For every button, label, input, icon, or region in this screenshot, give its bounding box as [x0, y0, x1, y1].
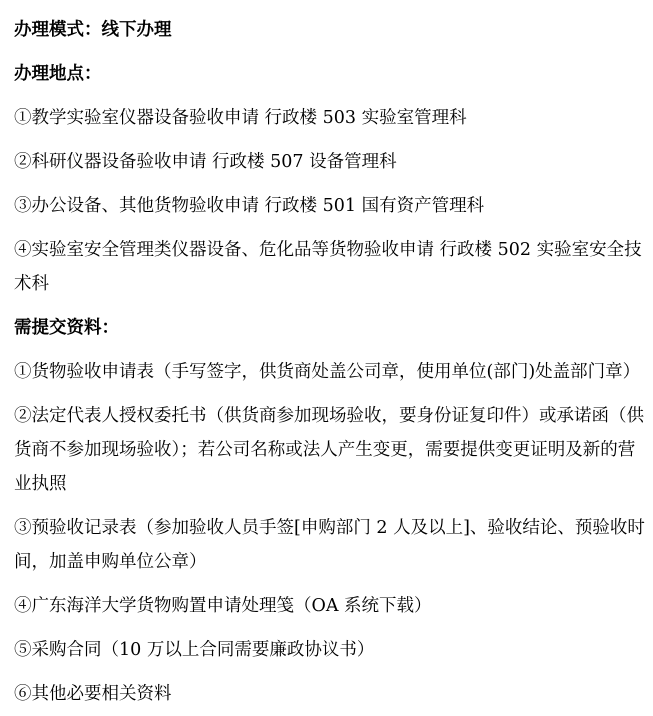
mode-heading: 办理模式：线下办理: [14, 20, 172, 40]
location-item-4: ④实验室安全管理类仪器设备、危化品等货物验收申请 行政楼 502 实验室安全技术科: [14, 240, 642, 294]
location-item-3: ③办公设备、其他货物验收申请 行政楼 501 国有资产管理科: [14, 196, 485, 216]
material-item-6: ⑥其他必要相关资料: [14, 684, 172, 704]
material-item-1: ①货物验收申请表（手写签字，供货商处盖公司章，使用单位(部门)处盖部门章）: [14, 362, 641, 382]
material-item-4: ④广东海洋大学货物购置申请处理笺（OA 系统下载）: [14, 596, 432, 616]
locations-heading: 办理地点：: [14, 64, 102, 84]
material-item-2: ②法定代表人授权委托书（供货商参加现场验收，要身份证复印件）或承诺函（供货商不参加现场验收）；若公司名称或法人产生变更，需要提供变更证明及新的营业执照: [14, 406, 644, 494]
location-item-1: ①教学实验室仪器设备验收申请 行政楼 503 实验室管理科: [14, 108, 467, 128]
location-item-2: ②科研仪器设备验收申请 行政楼 507 设备管理科: [14, 152, 397, 172]
materials-heading: 需提交资料：: [14, 318, 119, 338]
material-item-5: ⑤采购合同（10 万以上合同需要廉政协议书）: [14, 640, 375, 660]
material-item-3: ③预验收记录表（参加验收人员手签[申购部门 2 人及以上]、验收结论、预验收时间，加盖申购单位公章）: [14, 518, 645, 572]
